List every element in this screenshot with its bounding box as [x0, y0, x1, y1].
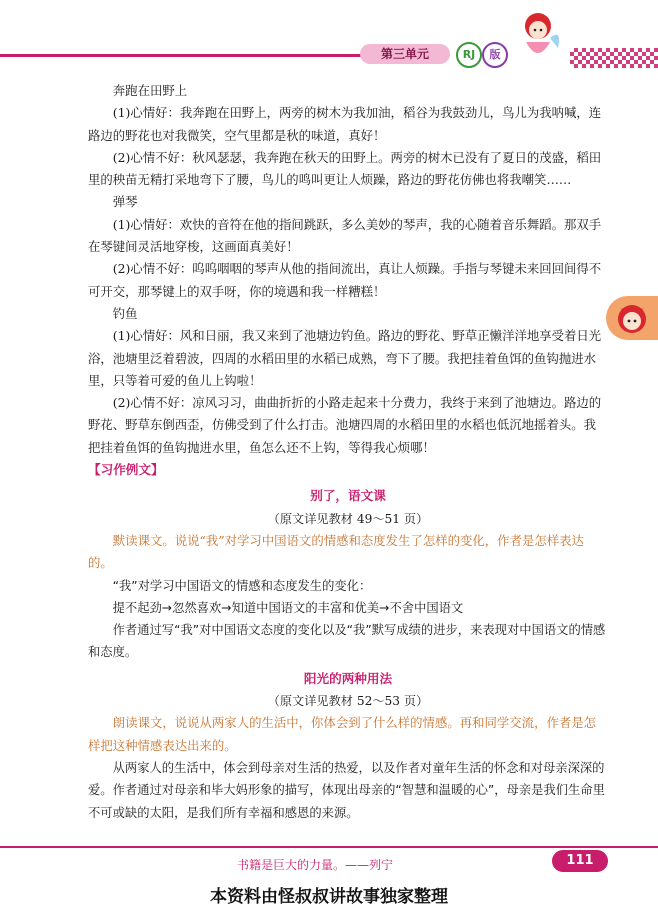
paragraph: “我”对学习中国语文的情感和态度发生的变化：	[112, 578, 372, 593]
source-note: （原文详见教材 49～51 页）	[267, 511, 429, 526]
subheading: 奔跑在田野上	[112, 83, 188, 98]
paragraph: (2)心情不好：呜呜咽咽的琴声从他的指间流出，真让人烦躁。手指与琴键未来回回间得不可开交，那琴键上的双手呀，你的境遇和我一样糟糕！	[88, 261, 602, 299]
paragraph: 从两家人的生活中，体会到母亲对生活的热爱，以及作者对童年生活的怀念和对母亲深深的爱。作者通过对母亲和毕大妈形象的描写，体现出母亲的“智慧和温暖的心”，母亲是我们生命里不可或缺的太阳，是我们所有幸福和感恩的来源。	[88, 760, 605, 820]
paragraph: 提不起劲→忽然喜欢→知道中国语文的丰富和优美→不舍中国语文	[112, 600, 464, 615]
paragraph: (2)心情不好：秋风瑟瑟，我奔跑在秋天的田野上。两旁的树木已没有了夏日的茂盛，稻田里的秧苗无精打采地弯下了腰，鸟儿的鸣叫更让人烦躁，路边的野花仿佛也将我嘲笑……	[88, 149, 602, 188]
unit-label: 第三单元	[360, 44, 450, 64]
page-header	[0, 0, 658, 70]
page-body	[88, 80, 608, 824]
footer-quote: 书籍是巨大的力量。——列宁	[236, 858, 393, 872]
edition-badge: 版	[482, 42, 508, 68]
rj-badge: RJ	[456, 42, 482, 68]
subheading: 钓鱼	[112, 305, 138, 321]
mascot-face-icon	[614, 300, 650, 336]
credit-line: 本资料由怪叔叔讲故事独家整理	[210, 887, 448, 907]
paragraph: (1)心情好：我奔跑在田野上，两旁的树木为我加油，稻谷为我鼓劲儿，鸟儿为我呐喊，连路边的野花也对我微笑，空气里都是秋的味道，真好！	[88, 105, 602, 143]
fairy-mascot-icon	[512, 8, 562, 64]
source-note: （原文详见教材 52～53 页）	[267, 694, 429, 709]
article-title: 阳光的两种用法	[303, 670, 393, 686]
question-text: 朗读课文，说说从两家人的生活中，你体会到了什么样的情感。再和同学交流，作者是怎样把这种情感表达出来的。	[88, 715, 597, 753]
footer-rule	[0, 846, 658, 848]
checker-pattern	[570, 48, 658, 68]
question-text: 默读课文。说说“我”对学习中国语文的情感和态度发生了怎样的变化，作者是怎样表达的。	[88, 532, 584, 571]
subheading: 弹琴	[112, 194, 138, 210]
section-tag: 【习作例文】	[88, 462, 164, 478]
page-number: 111	[552, 850, 608, 872]
article-title: 别了，语文课	[310, 488, 386, 504]
paragraph: (2)心情不好：凉风习习，曲曲折折的小路走起来十分费力，我终于来到了池塘边。路边的野花、野草东倒西歪，仿佛受到了什么打击。池塘四周的水稻田里的水稻也低沉地摇着头。我把挂着鱼饵的鱼钩抛进水里，鱼怎么还不上钩，等得我心烦哪！	[88, 395, 602, 455]
paragraph: 作者通过写“我”对中国语文态度的变化以及“我”默写成绩的进步，来表现对中国语文的情感和态度。	[88, 623, 606, 660]
paragraph: (1)心情好：风和日丽，我又来到了池塘边钓鱼。路边的野花、野草正懒洋洋地享受着日光浴，池塘里泛着碧波，四周的水稻田里的水稻已成熟，弯下了腰。我把挂着鱼饵的鱼钩抛进水里，只等着可爱的鱼儿上钩啦！	[88, 328, 602, 388]
paragraph: (1)心情好：欢快的音符在他的指间跳跃，多么美妙的琴声，我的心随着音乐舞蹈。那双手在琴键间灵活地穿梭，这画面真美好！	[88, 216, 602, 255]
